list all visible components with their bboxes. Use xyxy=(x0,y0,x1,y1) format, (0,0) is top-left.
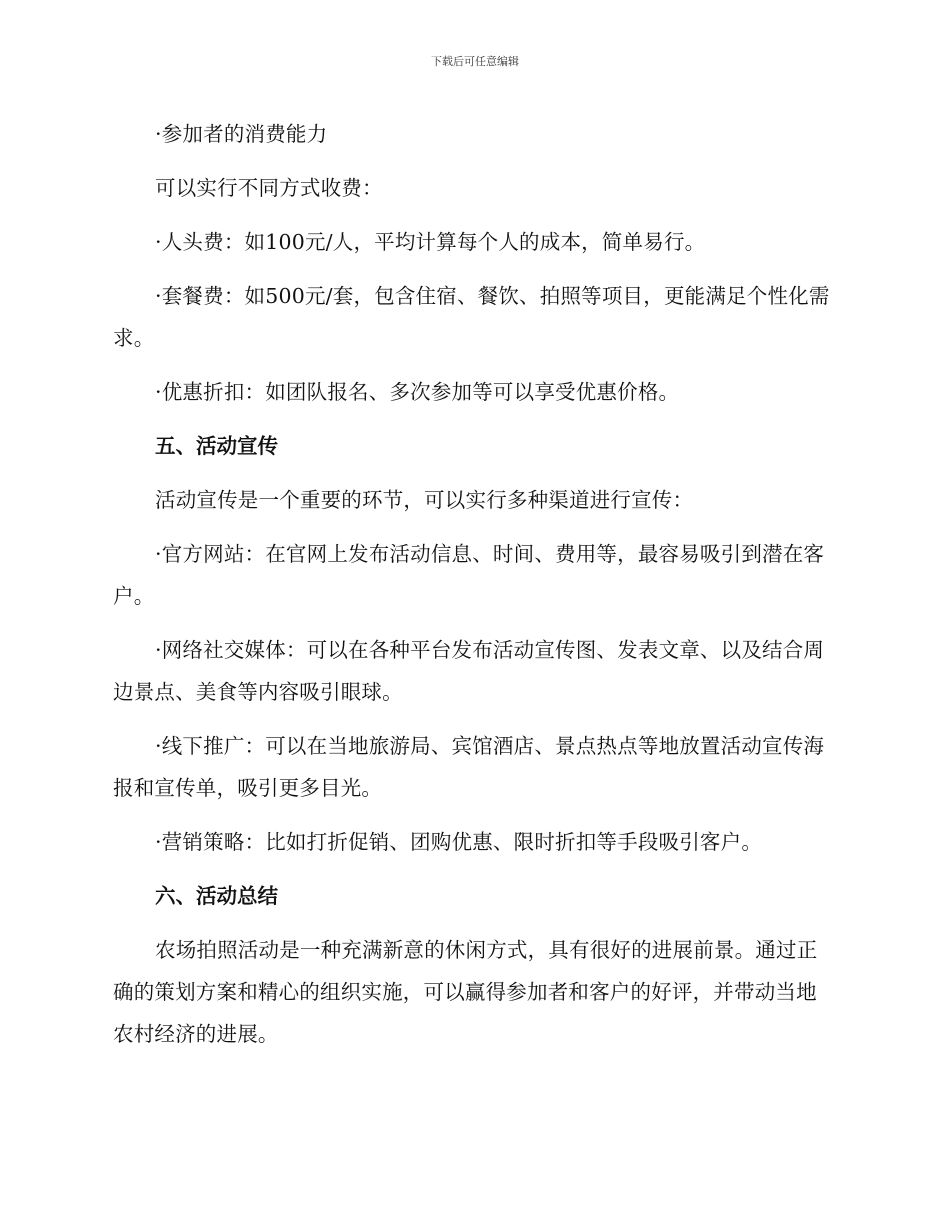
bullet-consumption-ability: ·参加者的消费能力 xyxy=(155,122,328,146)
paragraph-promotion-intro: 活动宣传是一个重要的环节，可以实行多种渠道进行宣传： xyxy=(155,488,694,512)
paragraph-summary: 农场拍照活动是一种充满新意的休闲方式，具有很好的进展前景。通过正确的策划方案和精心的组织实施，可以赢得参加者和客户的好评，并带动当地农村经济的进展。 xyxy=(113,938,818,1046)
paragraph-fee-intro: 可以实行不同方式收费： xyxy=(155,176,383,200)
bullet-offline-promotion: ·线下推广：可以在当地旅游局、宾馆酒店、景点热点等地放置活动宣传海报和宣传单，吸引更多目光。 xyxy=(113,734,825,800)
bullet-per-person-fee: ·人头费：如100元/人，平均计算每个人的成本，简单易行。 xyxy=(155,230,706,254)
bullet-discount: ·优惠折扣：如团队报名、多次参加等可以享受优惠价格。 xyxy=(155,380,680,404)
page-header: 下载后可任意编辑 xyxy=(431,55,519,68)
bullet-official-website: ·官方网站：在官网上发布活动信息、时间、费用等，最容易吸引到潜在客户。 xyxy=(113,542,825,608)
bullet-package-fee: ·套餐费：如500元/套，包含住宿、餐饮、拍照等项目，更能满足个性化需求。 xyxy=(113,284,830,350)
section-heading-summary: 六、活动总结 xyxy=(155,884,278,908)
document-body xyxy=(113,113,833,1067)
bullet-social-media: ·网络社交媒体：可以在各种平台发布活动宣传图、发表文章、以及结合周边景点、美食等内容吸引眼球。 xyxy=(113,638,825,704)
section-heading-promotion: 五、活动宣传 xyxy=(155,434,278,458)
bullet-marketing-strategy: ·营销策略：比如打折促销、团购优惠、限时折扣等手段吸引客户。 xyxy=(155,830,763,854)
